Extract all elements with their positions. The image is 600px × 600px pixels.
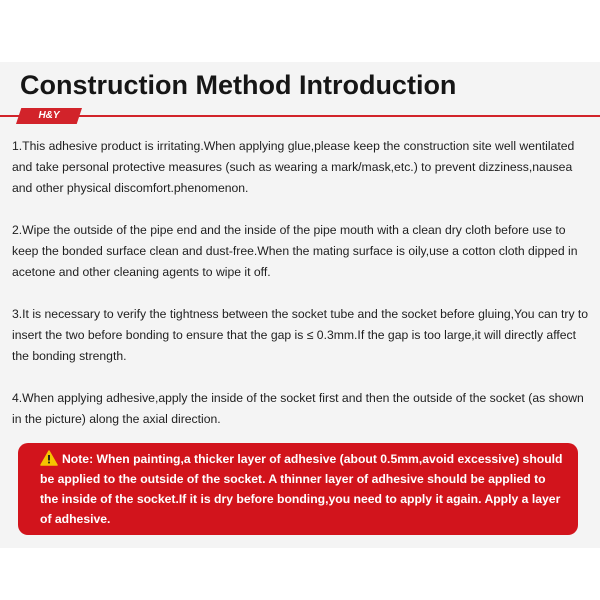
step-4-text: 4.When applying adhesive,apply the inside of the socket first and then the outside of the socket (as shown in the picture) along the axial direction.: [12, 391, 584, 426]
divider-line: [0, 115, 600, 117]
step-1-text: 1.This adhesive product is irritating.When applying glue,please keep the construction site well wentilated and take personal protective measures (such as wearing a mark/mask,etc.) to prevent dizziness,nausea and other physical discomfort.phenomenon.: [12, 139, 575, 195]
step-3-text: 3.It is necessary to verify the tightness between the socket tube and the socket before gluing,You can try to insert the two before bonding to ensure that the gap is ≤ 0.3mm.If the gap is too large,it will directly affect the bonding strength.: [12, 307, 589, 363]
page-title: Construction Method Introduction: [20, 70, 457, 100]
warning-icon: [40, 450, 58, 466]
step-2-text: 2.Wipe the outside of the pipe end and the inside of the pipe mouth with a clean dry cloth before use to keep the bonded surface clean and dust-free.When the mating surface is oily,use a cotton cloth dipped in acetone and other cleaning agents to wipe it off.: [12, 223, 578, 279]
note-box: [18, 443, 578, 535]
note-text: Note: When painting,a thicker layer of adhesive (about 0.5mm,avoid excessive) should be applied to the outside of the socket. A thinner layer of adhesive should be applied to the inside of the socket.If it is dry before bonding,you need to apply it again. Apply a layer of adhesive.: [40, 452, 563, 526]
brand-divider: [0, 108, 600, 124]
brand-logo: H&Y: [38, 110, 60, 121]
note-text-block: [40, 449, 564, 529]
